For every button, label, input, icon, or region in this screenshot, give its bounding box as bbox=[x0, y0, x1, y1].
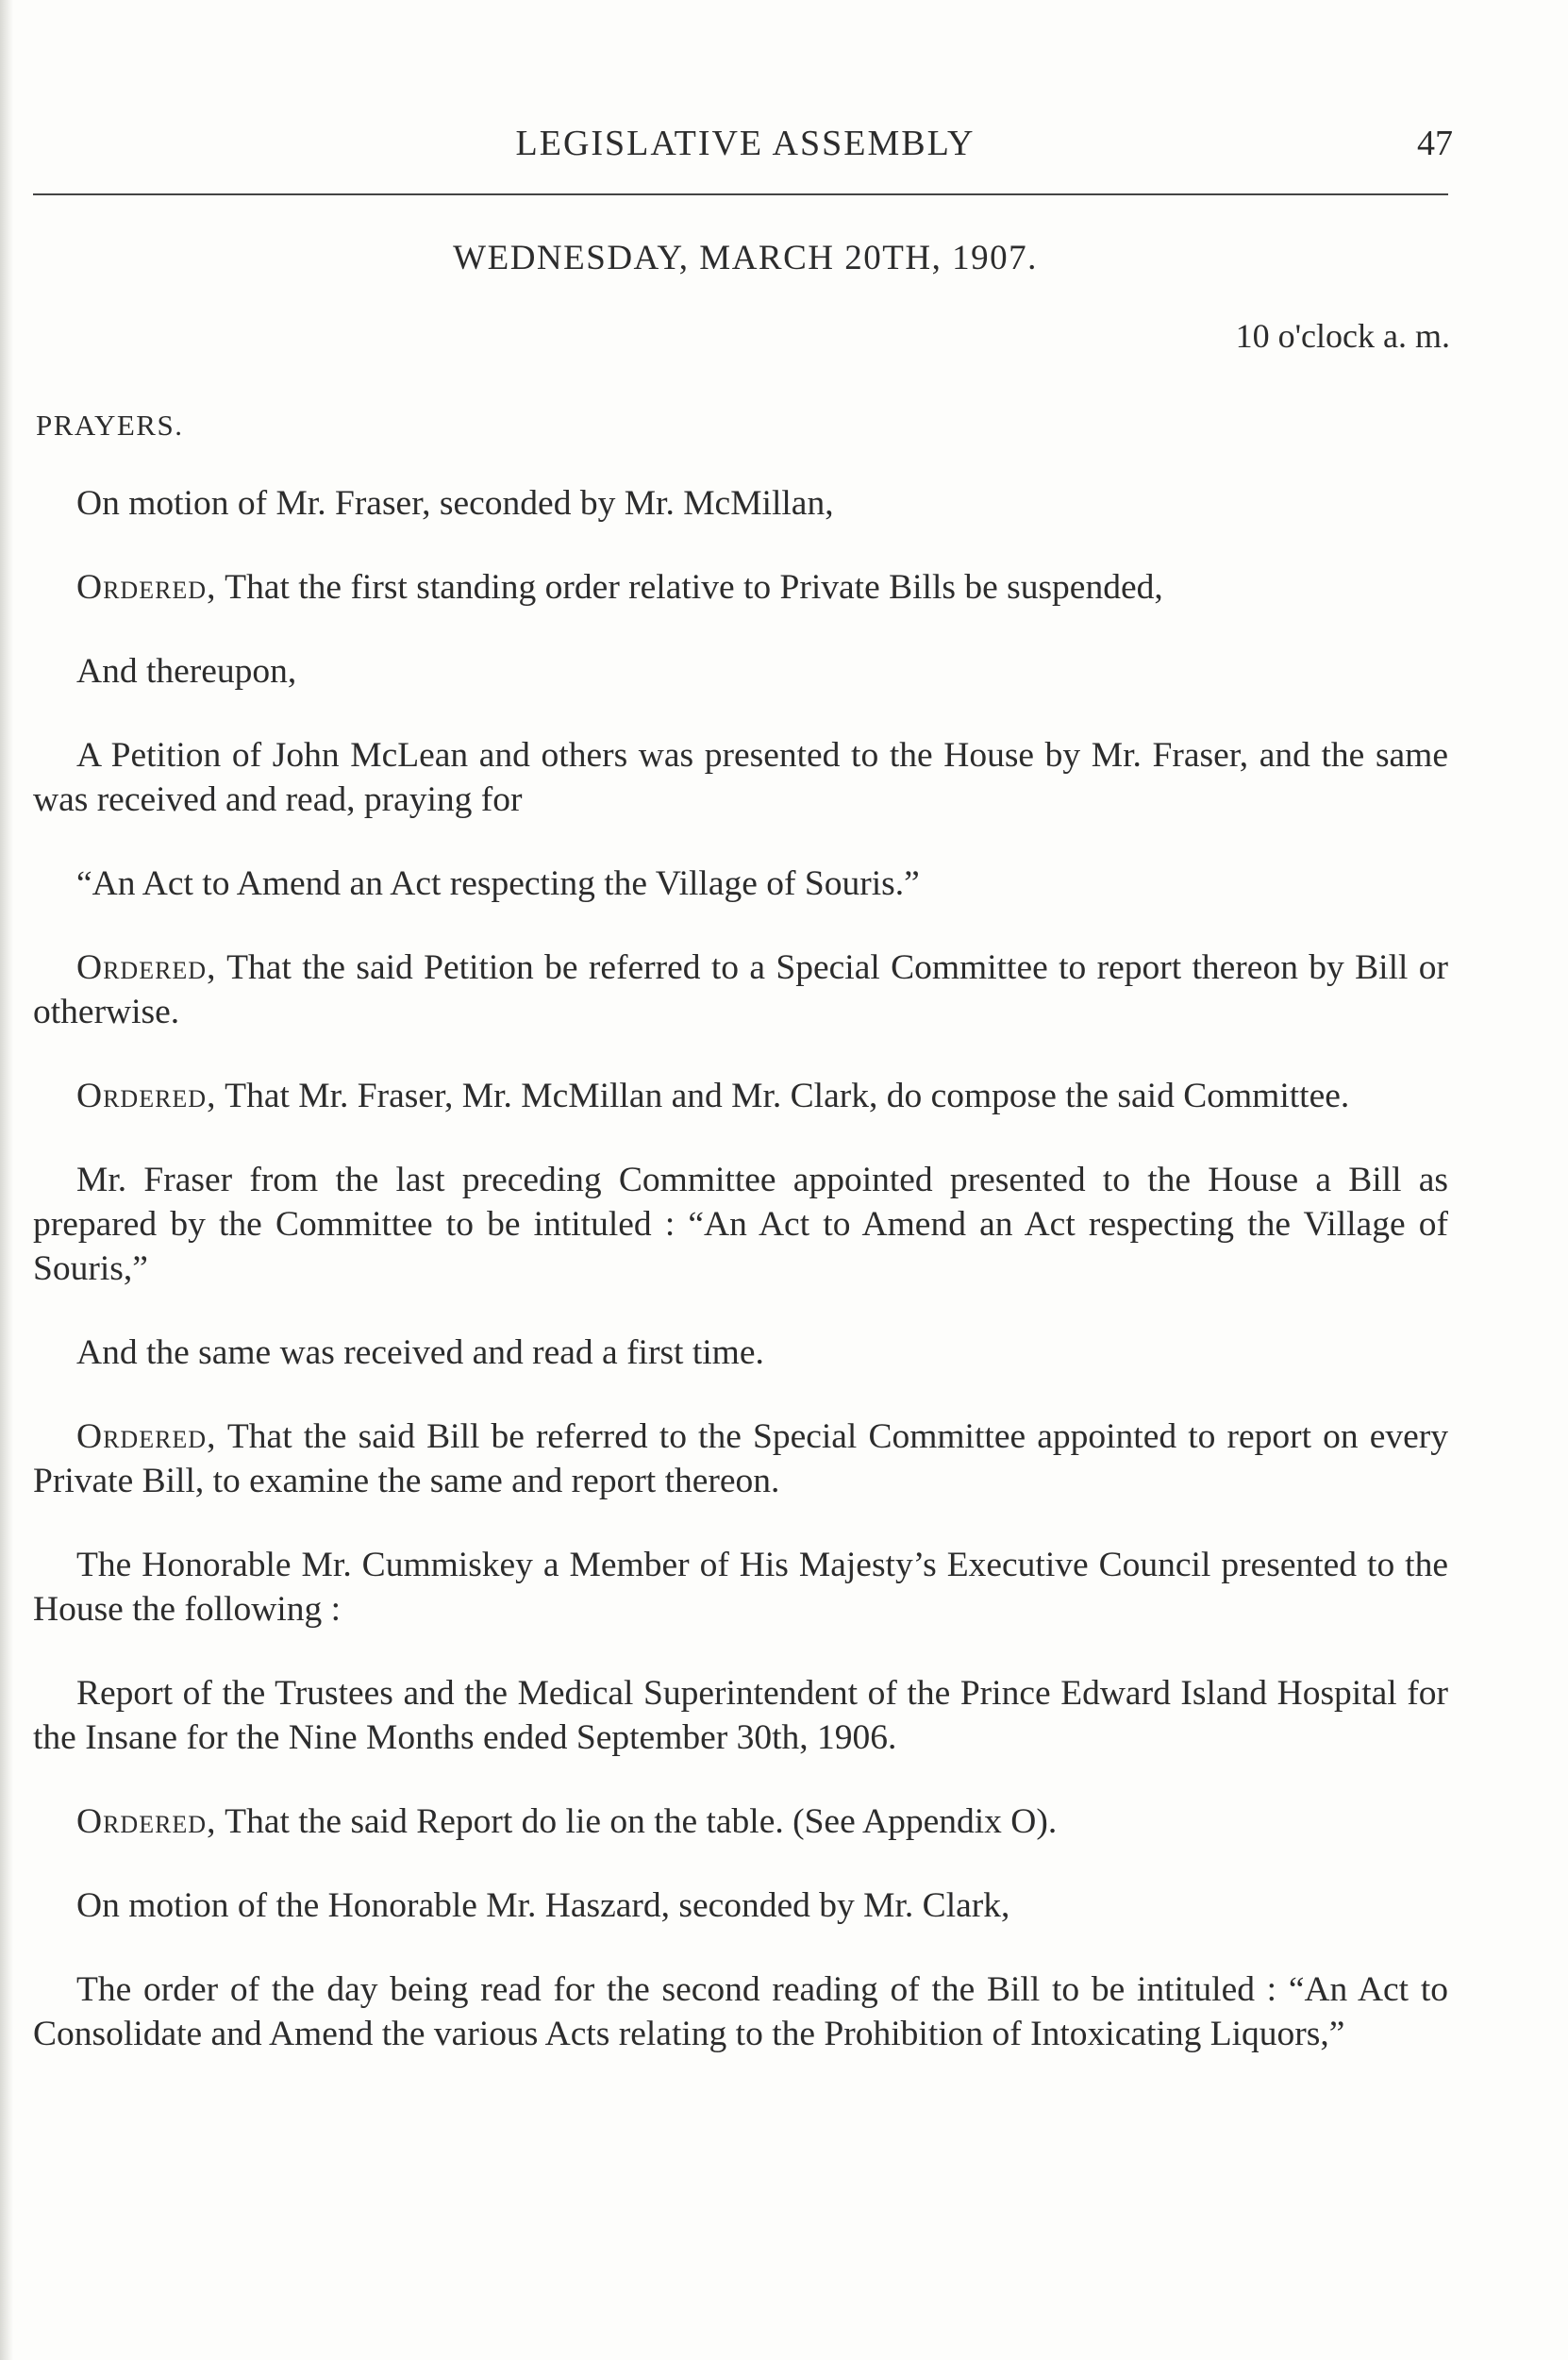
paragraph bbox=[33, 1074, 1448, 1118]
paragraph bbox=[33, 733, 1448, 822]
paragraph bbox=[33, 565, 1448, 610]
running-title: LEGISLATIVE ASSEMBLY bbox=[515, 124, 976, 163]
paragraph-lead: Ordered, bbox=[76, 1077, 217, 1115]
paragraph-text: That Mr. Fraser, Mr. McMillan and Mr. Clark, do compose the said Committee. bbox=[216, 1077, 1350, 1115]
paragraph-text: The order of the day being read for the second reading of the Bill to be intituled : “An Act to Consolidate and Amend the various Acts relating to the Prohibition of Intoxicating Liquors,” bbox=[33, 1970, 1448, 2053]
paragraph bbox=[33, 946, 1448, 1034]
paragraph-text: Mr. Fraser from the last preceding Committee appointed presented to the House a Bill as prepared by the Committee to be intituled : “An Act to Amend an Act respecting the Village of Souris,” bbox=[33, 1161, 1448, 1288]
paragraph bbox=[33, 1967, 1448, 2056]
page-number: 47 bbox=[1417, 124, 1453, 163]
prayers-heading: PRAYERS. bbox=[36, 409, 184, 442]
paragraph-lead: Ordered, bbox=[76, 948, 217, 987]
date-heading: WEDNESDAY, MARCH 20TH, 1907. bbox=[453, 239, 1038, 277]
paragraph-lead: Ordered, bbox=[76, 1417, 217, 1456]
paragraph bbox=[33, 481, 1448, 526]
paragraph-lead: Ordered, bbox=[76, 568, 217, 607]
paragraph bbox=[33, 862, 1448, 906]
paragraph bbox=[33, 1158, 1448, 1291]
running-head bbox=[38, 115, 1453, 162]
paragraph-text: The Honorable Mr. Cummiskey a Member of His Majesty’s Executive Council presented to the House the following : bbox=[33, 1546, 1448, 1629]
paragraph-text: “An Act to Amend an Act respecting the Village of Souris.” bbox=[76, 864, 920, 903]
paragraph bbox=[33, 1671, 1448, 1760]
paragraph-text: A Petition of John McLean and others was presented to the House by Mr. Fraser, and the same was received and read, praying for bbox=[33, 736, 1448, 819]
header-rule bbox=[33, 193, 1448, 195]
paragraph-text: On motion of Mr. Fraser, seconded by Mr. McMillan, bbox=[76, 484, 834, 523]
paragraph-text: And the same was received and read a first time. bbox=[76, 1333, 764, 1372]
paragraph-text: That the said Bill be referred to the Special Committee appointed to report on every Private Bill, to examine the same and report thereon. bbox=[33, 1417, 1448, 1500]
paragraph-text: That the said Report do lie on the table. (See Appendix O). bbox=[216, 1802, 1058, 1841]
paragraph bbox=[33, 1543, 1448, 1632]
paragraph bbox=[33, 649, 1448, 694]
paragraph-lead: Ordered, bbox=[76, 1802, 217, 1841]
paragraph-text: Report of the Trustees and the Medical Superintendent of the Prince Edward Island Hospital for the Insane for the Nine Months ended September 30th, 1906. bbox=[33, 1674, 1448, 1757]
time-line: 10 o'clock a. m. bbox=[1235, 317, 1450, 355]
paragraph bbox=[33, 1414, 1448, 1503]
paragraph-text: That the said Petition be referred to a Special Committee to report thereon by Bill or otherwise. bbox=[33, 948, 1448, 1031]
body-text bbox=[33, 481, 1448, 2096]
paragraph bbox=[33, 1331, 1448, 1375]
page-edge-shadow bbox=[0, 0, 13, 2360]
paragraph-text: And thereupon, bbox=[76, 652, 297, 691]
paragraph bbox=[33, 1799, 1448, 1844]
paragraph-text: On motion of the Honorable Mr. Haszard, seconded by Mr. Clark, bbox=[76, 1886, 1010, 1925]
paragraph-text: That the first standing order relative to Private Bills be suspended, bbox=[216, 568, 1163, 607]
paragraph bbox=[33, 1883, 1448, 1928]
